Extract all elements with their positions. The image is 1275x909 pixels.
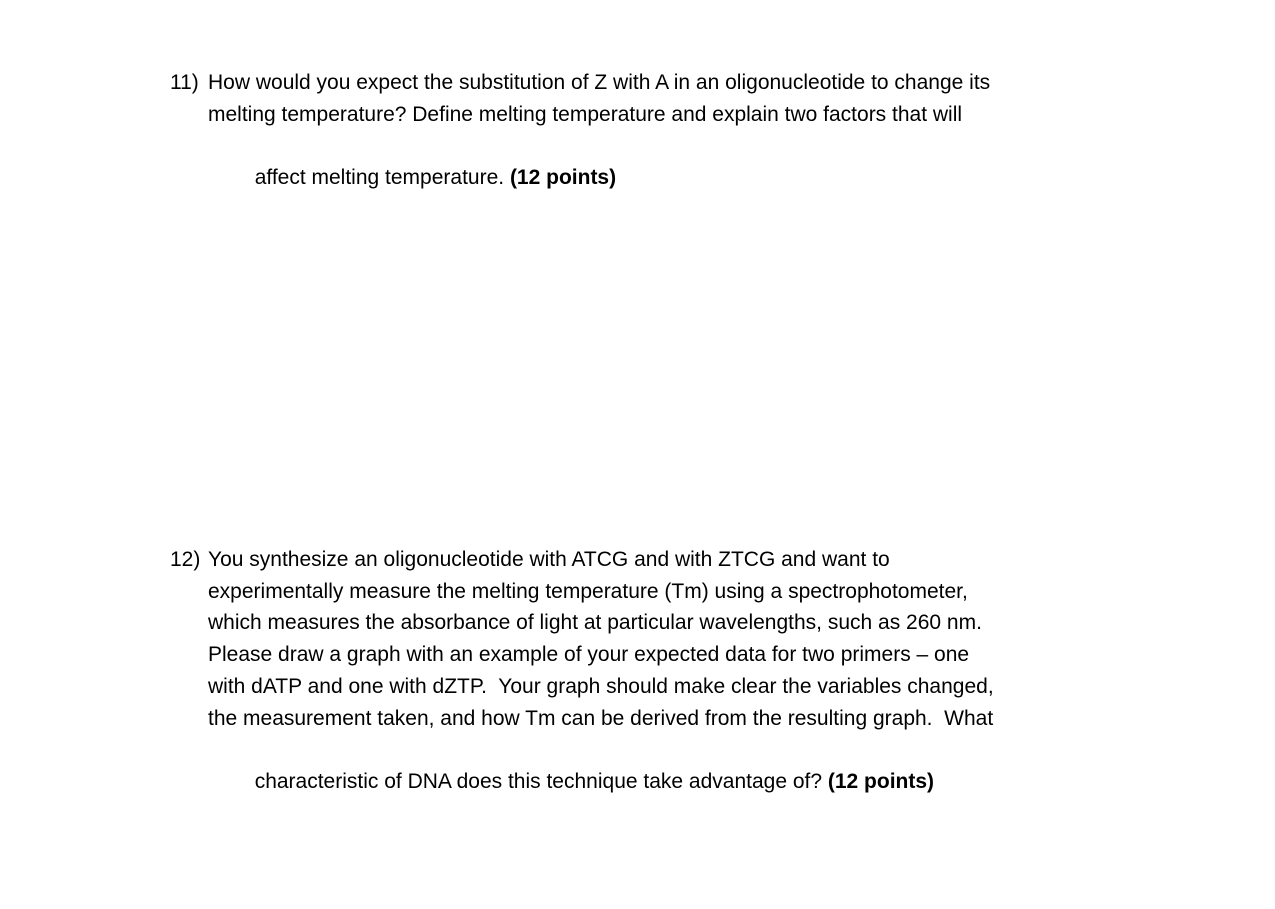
question-12-line-text: characteristic of DNA does this technique take advantage of? [254, 769, 828, 793]
question-12-line: You synthesize an oligonucleotide with ATCG and with ZTCG and want to [208, 548, 890, 571]
question-11-number: 11) [170, 71, 199, 94]
question-12-line: which measures the absorbance of light at particular wavelengths, such as 260 nm. [208, 611, 982, 635]
question-11-line [208, 130, 990, 225]
question-12 [170, 544, 994, 829]
question-11 [170, 67, 990, 226]
question-11-text [208, 67, 990, 226]
question-12-number: 12) [170, 548, 201, 571]
question-11-line: melting temperature? Define melting temperature and explain two factors that will [208, 102, 963, 126]
question-11-line-text: affect melting temperature. [254, 166, 510, 190]
question-12-line: Please draw a graph with an example of your expected data for two primers – one [208, 643, 970, 667]
question-12-points-label: (12 points) [827, 769, 935, 793]
question-11-line: How would you expect the substitution of Z with A in an oligonucleotide to change its [208, 71, 991, 94]
question-12-line: the measurement taken, and how Tm can be derived from the resulting graph. What [208, 706, 994, 730]
question-12-line: experimentally measure the melting temperature (Tm) using a spectrophotometer, [208, 579, 968, 603]
question-12-text [208, 544, 994, 829]
question-12-line [208, 734, 994, 829]
question-11-points-label: (12 points) [509, 166, 617, 190]
question-12-line: with dATP and one with dZTP. Your graph should make clear the variables changed, [208, 674, 994, 698]
